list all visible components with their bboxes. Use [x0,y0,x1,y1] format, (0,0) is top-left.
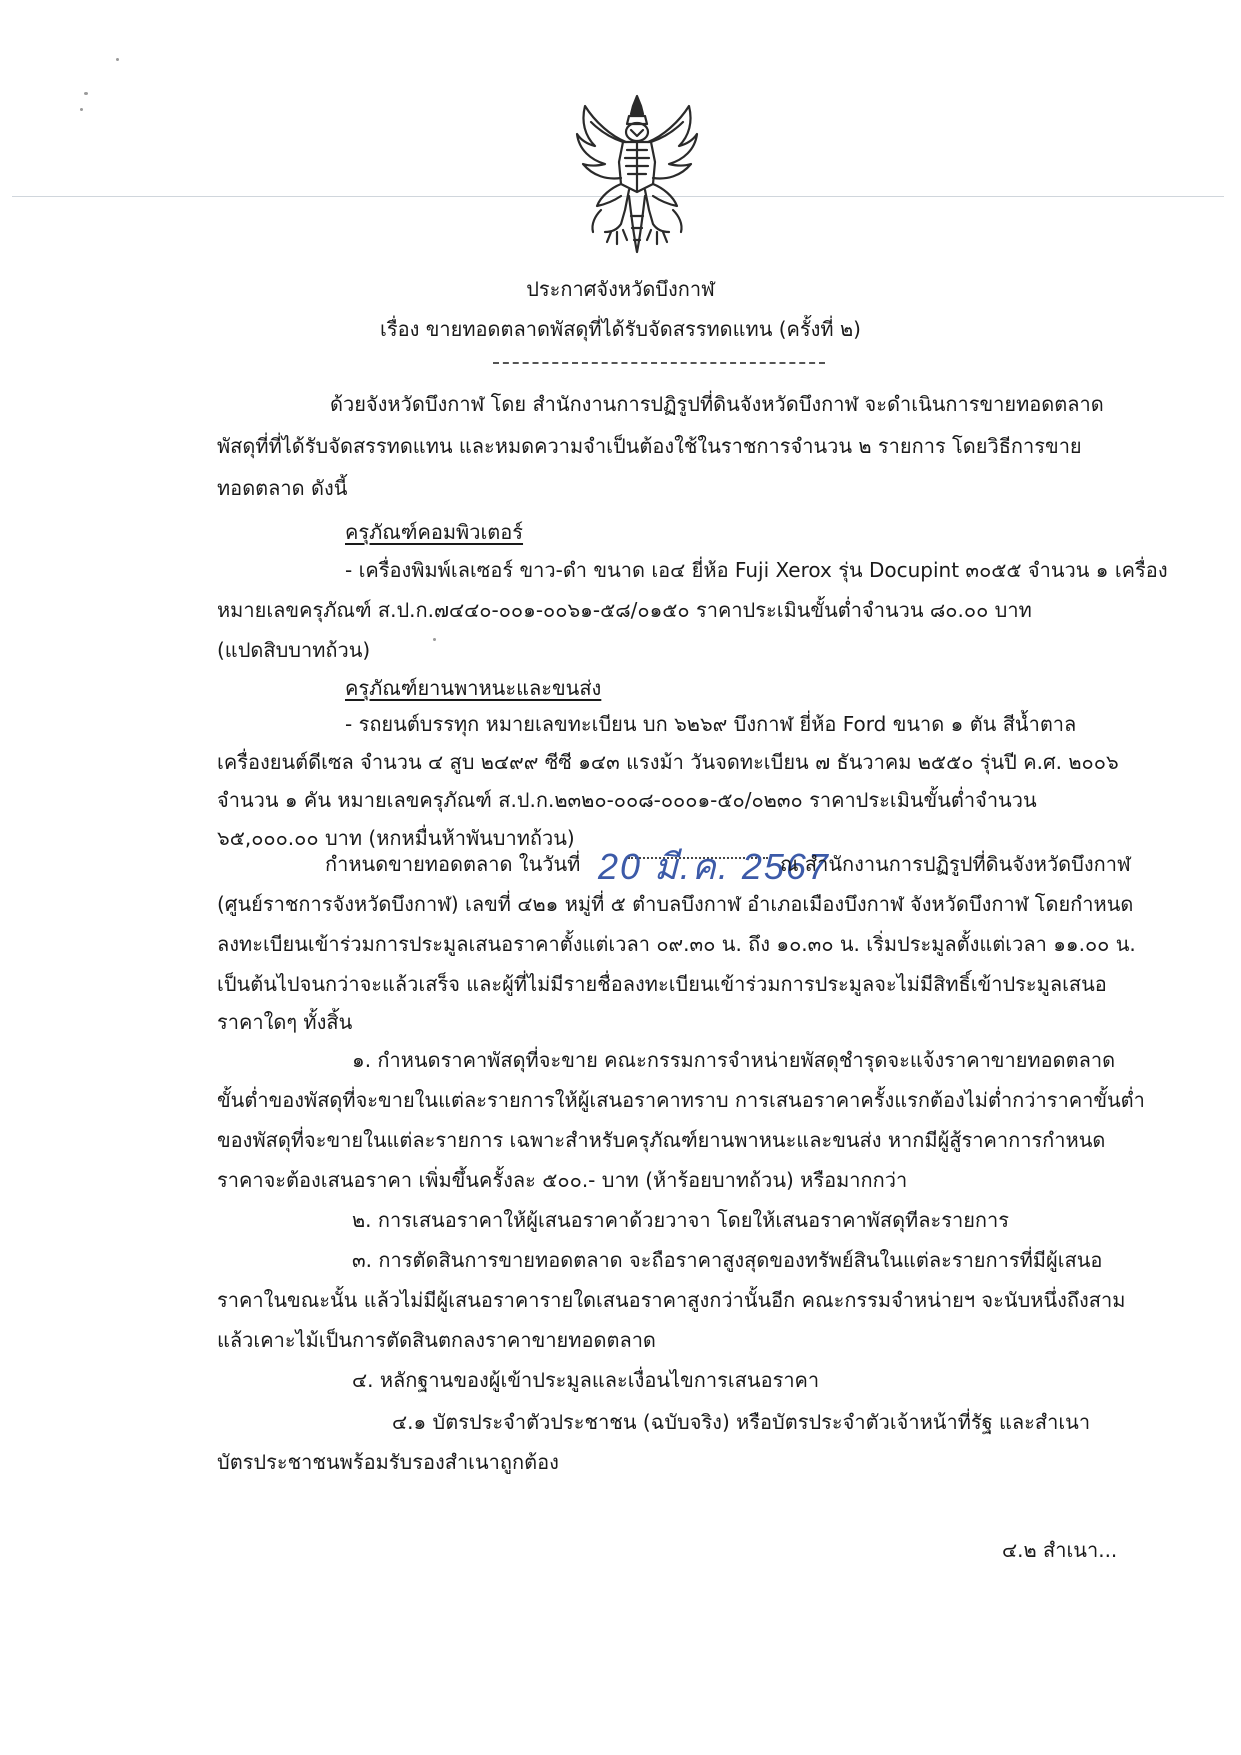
item-heading-vehicle: ครุภัณฑ์ยานพาหนะและขนส่ง [345,676,602,700]
announcement-subject: เรื่อง ขายทอดตลาดพัสดุที่ได้รับจัดสรรทดแทน (ครั้งที่ ๒) [380,317,861,341]
schedule-prefix: กำหนดขายทอดตลาด ในวันที่ [325,852,581,876]
garuda-emblem-icon [571,92,703,258]
schedule-line: (ศูนย์ราชการจังหวัดบึงกาฬ) เลขที่ ๔๒๑ หมู่ที่ ๕ ตำบลบึงกาฬ อำเภอเมืองบึงกาฬ จังหวัดบึงกาฬ โดยกำหนด [217,892,1134,916]
condition-line: ๔.๑ บัตรประจำตัวประชาชน (ฉบับจริง) หรือบัตรประจำตัวเจ้าหน้าที่รัฐ และสำเนา [392,1410,1091,1434]
condition-line: ราคาจะต้องเสนอราคา เพิ่มขึ้นครั้งละ ๕๐๐.- บาท (ห้าร้อยบาทถ้วน) หรือมากกว่า [217,1168,908,1192]
handwritten-date: 20 มี.ค. 2567 [598,846,830,887]
intro-line: ด้วยจังหวัดบึงกาฬ โดย สำนักงานการปฏิรูปที่ดินจังหวัดบึงกาฬ จะดำเนินการขายทอดตลาด [330,392,1104,416]
condition-line: ๒. การเสนอราคาให้ผู้เสนอราคาด้วยวาจา โดยให้เสนอราคาพัสดุทีละรายการ [352,1208,1010,1232]
continuation-text: ๔.๒ สำเนา... [1002,1538,1118,1562]
item-line: (แปดสิบบาทถ้วน) [217,638,371,662]
schedule-suffix: ณ สำนักงานการปฏิรูปที่ดินจังหวัดบึงกาฬ [780,852,1131,876]
intro-line: พัสดุที่ที่ได้รับจัดสรรทดแทน และหมดความจำเป็นต้องใช้ในราชการจำนวน ๒ รายการ โดยวิธีการขาย [217,434,1082,458]
item-heading-computer: ครุภัณฑ์คอมพิวเตอร์ [345,520,524,544]
item-line: หมายเลขครุภัณฑ์ ส.ป.ก.๗๔๔๐-๐๐๑-๐๐๖๑-๕๘/๐๑๕๐ ราคาประเมินขั้นต่ำจำนวน ๘๐.๐๐ บาท [217,598,1032,622]
item-line: จำนวน ๑ คัน หมายเลขครุภัณฑ์ ส.ป.ก.๒๓๒๐-๐๐๘-๐๐๐๑-๕๐/๐๒๓๐ ราคาประเมินขั้นต่ำจำนวน [217,788,1037,812]
announcement-title: ประกาศจังหวัดบึงกาฬ [526,277,715,301]
condition-line: ๓. การตัดสินการขายทอดตลาด จะถือราคาสูงสุดของทรัพย์สินในแต่ละรายการที่มีผู้เสนอ [352,1248,1103,1272]
scan-speck [84,92,88,95]
item-line: - เครื่องพิมพ์เลเซอร์ ขาว-ดำ ขนาด เอ๔ ยี่ห้อ Fuji Xerox รุ่น Docupint ๓๐๕๕ จำนวน ๑ เครื่อง [345,558,1168,582]
condition-line: บัตรประชาชนพร้อมรับรองสำเนาถูกต้อง [217,1450,559,1474]
condition-line: ๑. กำหนดราคาพัสดุที่จะขาย คณะกรรมการจำหน่ายพัสดุชำรุดจะแจ้งราคาขายทอดตลาด [352,1048,1116,1072]
item-line: ๖๕,๐๐๐.๐๐ บาท (หกหมื่นห้าพันบาทถ้วน) [217,826,575,850]
condition-line: ๔. หลักฐานของผู้เข้าประมูลและเงื่อนไขการเสนอราคา [352,1368,820,1392]
condition-line: ของพัสดุที่จะขายในแต่ละรายการ เฉพาะสำหรับครุภัณฑ์ยานพาหนะและขนส่ง หากมีผู้สู้ราคาการกำหนด [217,1128,1106,1152]
condition-line: ราคาในขณะนั้น แล้วไม่มีผู้เสนอราคารายใดเสนอราคาสูงกว่านั้นอีก คณะกรรมจำหน่ายฯ จะนับหนึ่งถึงสาม [217,1288,1126,1312]
schedule-line: เป็นต้นไปจนกว่าจะแล้วเสร็จ และผู้ที่ไม่มีรายชื่อลงทะเบียนเข้าร่วมการประมูลจะไม่มีสิทธิ์เข้าประมูลเสนอ [217,972,1107,996]
schedule-line: ราคาใดๆ ทั้งสิ้น [217,1010,353,1034]
scan-speck [80,108,83,111]
item-line: - รถยนต์บรรทุก หมายเลขทะเบียน บก ๖๒๖๙ บึงกาฬ ยี่ห้อ Ford ขนาด ๑ ตัน สีน้ำตาล [345,712,1077,736]
scan-speck [433,638,436,641]
intro-line: ทอดตลาด ดังนี้ [217,476,348,500]
header-separator [493,362,825,364]
item-line: เครื่องยนต์ดีเซล จำนวน ๔ สูบ ๒๔๙๙ ซีซี ๑๔๓ แรงม้า วันจดทะเบียน ๗ ธันวาคม ๒๕๕๐ รุ่นปี ค.ศ. ๒๐๐๖ [217,750,1119,774]
condition-line: ขั้นต่ำของพัสดุที่จะขายในแต่ละรายการให้ผู้เสนอราคาทราบ การเสนอราคาครั้งแรกต้องไม่ต่ำกว่าราคาขั้นต่ำ [217,1088,1145,1112]
condition-line: แล้วเคาะไม้เป็นการตัดสินตกลงราคาขายทอดตลาด [217,1328,656,1352]
schedule-line: ลงทะเบียนเข้าร่วมการประมูลเสนอราคาตั้งแต่เวลา ๐๙.๓๐ น. ถึง ๑๐.๓๐ น. เริ่มประมูลตั้งแต่เวลา ๑๑.๐๐ น. [217,932,1136,956]
scan-speck [116,58,119,61]
